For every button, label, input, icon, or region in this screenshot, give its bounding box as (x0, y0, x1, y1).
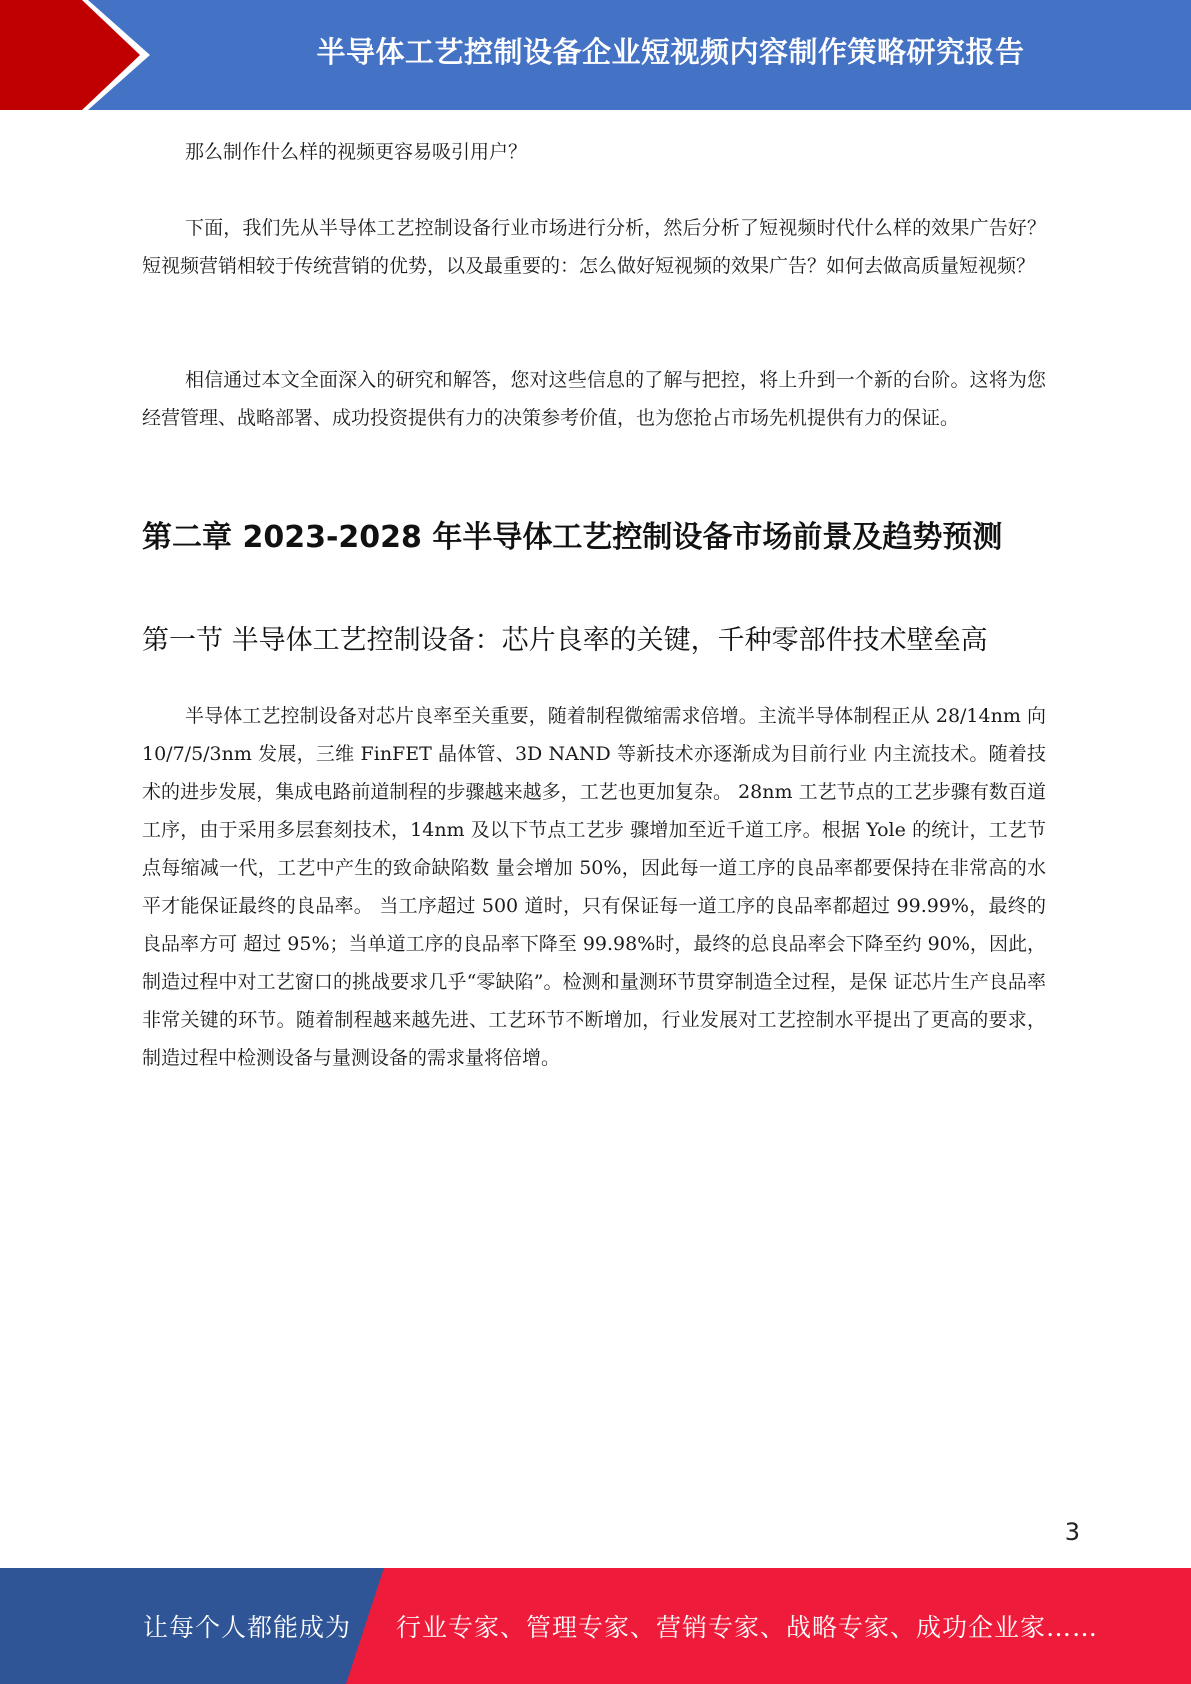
page-footer (0, 1568, 1191, 1684)
intro-paragraph-2: 下面，我们先从半导体工艺控制设备行业市场进行分析，然后分析了短视频时代什么样的效果广告好？短视频营销相较于传统营销的优势，以及最重要的：怎么做好短视频的效果广告？如何去做高质量短视频？ (142, 217, 1046, 277)
section-block (142, 623, 1046, 659)
chapter-title: 第二章 2023-2028 年半导体工艺控制设备市场前景及趋势预测 (142, 520, 1003, 555)
page-number: 3 (1064, 1518, 1080, 1546)
footer-slogan-left: 让每个人都能成为 (143, 1613, 352, 1642)
report-title: 半导体工艺控制设备企业短视频内容制作策略研究报告 (316, 34, 1025, 69)
footer-slogan-right: 行业专家、管理专家、营销专家、战略专家、成功企业家…… (396, 1613, 1099, 1642)
intro-block-3 (142, 361, 1046, 437)
intro-paragraph-1: 那么制作什么样的视频更容易吸引用户？ (185, 141, 528, 163)
page-header (0, 0, 1191, 110)
section-body-block (142, 697, 1046, 1077)
intro-block (142, 133, 1046, 171)
intro-block-2 (142, 209, 1046, 285)
intro-paragraph-3: 相信通过本文全面深入的研究和解答，您对这些信息的了解与把控，将上升到一个新的台阶。这将为您经营管理、战略部署、成功投资提供有力的决策参考价值，也为您抢占市场先机提供有力的保证。 (142, 369, 1046, 429)
section-title: 第一节 半导体工艺控制设备：芯片良率的关键，千种零部件技术壁垒高 (142, 625, 988, 656)
section-body-paragraph: 半导体工艺控制设备对芯片良率至关重要，随着制程微缩需求倍增。主流半导体制程正从 28/14nm 向 10/7/5/3nm 发展，三维 FinFET 晶体管、3D NAND 等新技术亦逐渐成为目前行业 内主流技术。随着技术的进步发展，集成电路前道制程的步骤越来越多，工艺也更加复杂。 28nm 工艺节点的工艺步骤有数百道工序，由于采用多层套刻技术，14nm 及以下节点工艺步 骤增加至近千道工序。根据 Yole 的统计，工艺节点每缩减一代，工艺中产生的致命缺陷数 量会增加 50%，因此每一道工序的良品率都要保持在非常高的水平才能保证最终的良品率。 当工序超过 500 道时，只有保证每一道工序的良品率都超过 99.99%，最终的良品率方可 超过 95%；当单道工序的良品率下降至 99.98%时，最终的总良品率会下降至约 90%，因此， 制造过程中对工艺窗口的挑战要求几乎“零缺陷”。检测和量测环节贯穿制造全过程，是保 证芯片生产良品率非常关键的环节。随着制程越来越先进、工艺环节不断增加，行业发展对工艺控制水平提出了更高的要求，制造过程中检测设备与量测设备的需求量将倍增。 (142, 705, 1046, 1069)
chapter-block (142, 518, 1046, 558)
